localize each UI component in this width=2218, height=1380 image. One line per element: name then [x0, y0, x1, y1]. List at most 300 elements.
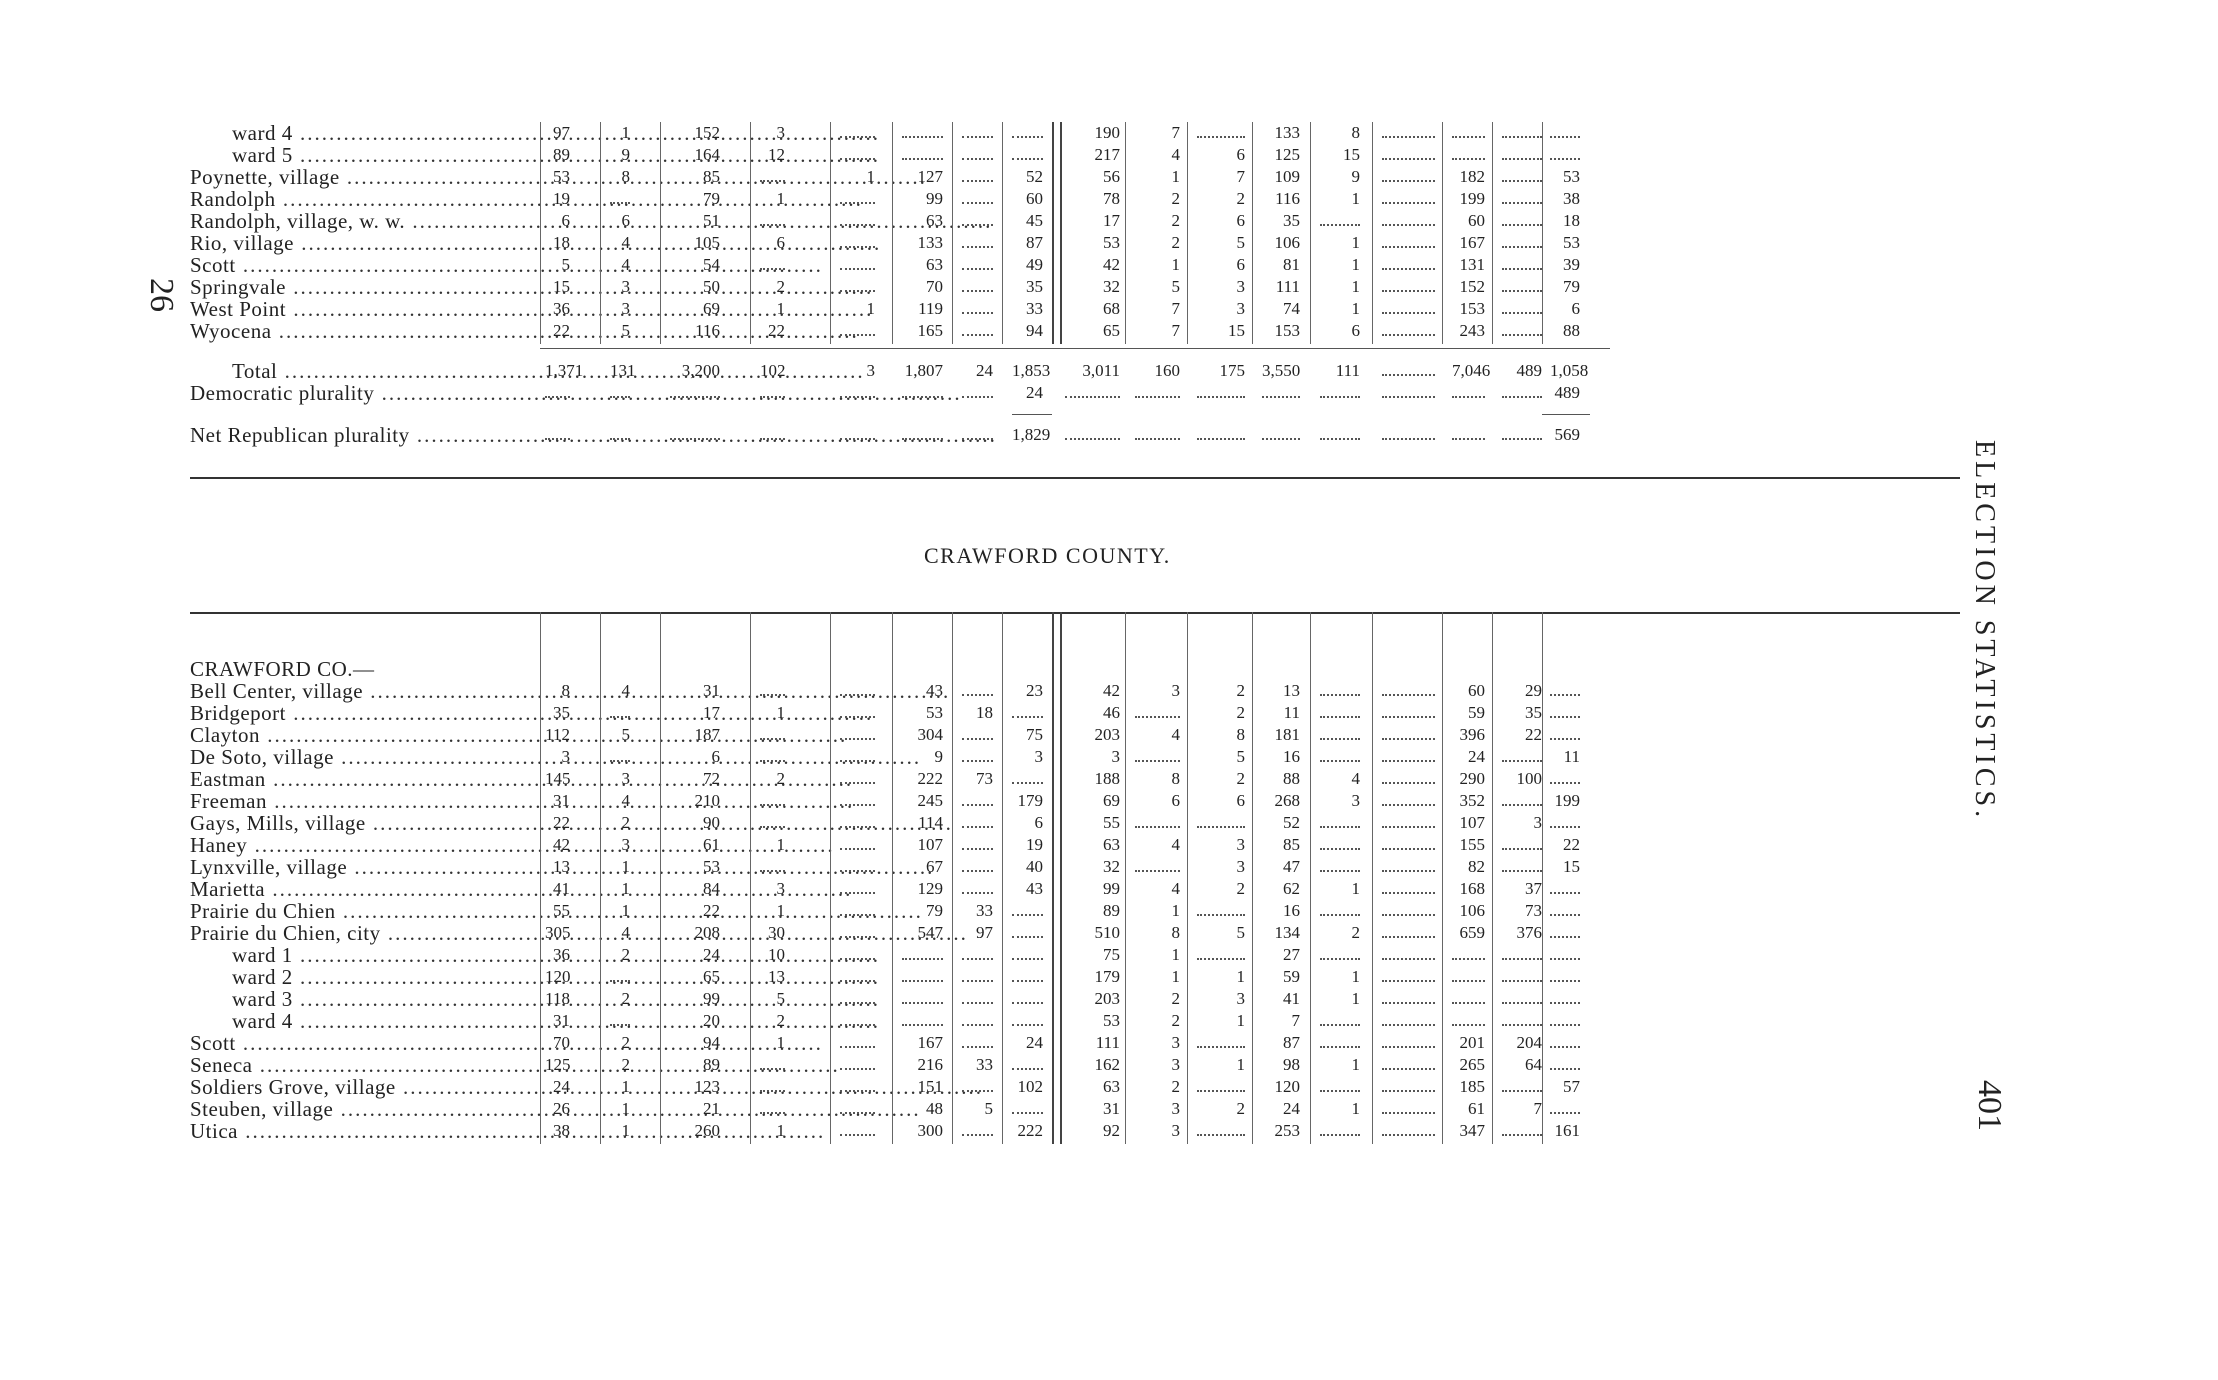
table-cell — [840, 988, 875, 1004]
table-cell — [840, 320, 875, 336]
table-cell — [1550, 922, 1580, 938]
table-cell — [1135, 856, 1180, 872]
row-label: Net Republican plurality ..... — [190, 424, 540, 446]
table-cell: 9 — [1351, 167, 1360, 186]
table-cell: 12 — [768, 145, 785, 164]
table-cell — [840, 724, 875, 740]
table-cell: 7 — [1236, 167, 1245, 186]
table-cell — [902, 382, 943, 398]
table-cell — [1452, 988, 1485, 1004]
table-cell: 75 — [1103, 945, 1120, 964]
table-cell — [962, 424, 993, 440]
table-cell — [1502, 188, 1542, 204]
table-cell: 24 — [976, 361, 993, 380]
table-cell: 7 — [1171, 321, 1180, 340]
table-cell — [1135, 702, 1180, 718]
table-cell: 4 — [1171, 835, 1180, 854]
table-cell: 134 — [1274, 923, 1300, 942]
table-cell: 9 — [621, 145, 630, 164]
table-row — [190, 166, 1610, 188]
table-cell: 52 — [1283, 813, 1300, 832]
table-cell: 245 — [917, 791, 943, 810]
table-cell: 112 — [545, 725, 570, 744]
table-cell — [1550, 768, 1580, 784]
plurality-rule — [1012, 414, 1052, 415]
column-rule — [952, 612, 953, 1144]
table-cell: 20 — [703, 1011, 720, 1030]
table-cell: 22 — [768, 321, 785, 340]
table-cell — [760, 856, 785, 872]
column-rule — [1310, 122, 1311, 344]
column-rule — [1002, 612, 1003, 1144]
table-cell — [1382, 1054, 1435, 1070]
table-cell — [1382, 724, 1435, 740]
table-top-rule — [190, 612, 1960, 614]
table-cell — [962, 122, 993, 138]
column-rule — [600, 122, 601, 344]
table-cell — [840, 702, 875, 718]
table-row — [190, 1010, 1610, 1032]
table-cell — [962, 276, 993, 292]
table-cell: 1 — [1351, 989, 1360, 1008]
row-label: ward 4 ..... — [190, 122, 582, 144]
table-cell: 5 — [1236, 923, 1245, 942]
table-cell: 1 — [1351, 255, 1360, 274]
table-cell: 72 — [703, 769, 720, 788]
column-rule — [1252, 612, 1253, 1144]
table-cell: 63 — [926, 211, 943, 230]
table-cell: 5 — [776, 989, 785, 1008]
table-cell: 2 — [1171, 189, 1180, 208]
table-cell: 33 — [1026, 299, 1043, 318]
table-cell: 179 — [1017, 791, 1043, 810]
table-cell — [902, 966, 943, 982]
table-cell — [1452, 382, 1485, 398]
table-cell: 1,853 — [1012, 361, 1051, 380]
table-cell: 65 — [1103, 321, 1120, 340]
table-cell: 6 — [1351, 321, 1360, 340]
table-cell — [1452, 144, 1485, 160]
table-cell — [1382, 298, 1435, 314]
column-rule — [1187, 122, 1188, 344]
table-cell: 125 — [545, 1055, 571, 1074]
table-cell — [1197, 900, 1245, 916]
table-cell — [1502, 320, 1542, 336]
table-cell: 5 — [621, 725, 630, 744]
table-cell: 36 — [553, 299, 570, 318]
side-heading: ELECTION STATISTICS. — [1969, 440, 2000, 822]
table-row — [190, 790, 1610, 812]
column-rule — [1442, 612, 1443, 1144]
table-cell: 116 — [695, 321, 720, 340]
table-cell — [962, 1120, 993, 1136]
table-cell: 1 — [776, 703, 785, 722]
table-row — [190, 1054, 1610, 1076]
table-cell — [902, 144, 943, 160]
row-label: Democratic plurality ..... — [190, 382, 540, 404]
table-row — [190, 922, 1610, 944]
table-cell: 1 — [1351, 299, 1360, 318]
table-cell — [962, 298, 993, 314]
table-cell: 2 — [1236, 879, 1245, 898]
table-cell — [1320, 1032, 1360, 1048]
table-cell: 2 — [1236, 681, 1245, 700]
table-cell — [1320, 382, 1360, 398]
table-cell: 489 — [1516, 361, 1542, 380]
table-cell: 24 — [1026, 383, 1043, 402]
table-cell — [1320, 424, 1360, 440]
table-cell: 1,807 — [904, 361, 943, 380]
row-label: ward 4 ..... — [190, 1010, 582, 1032]
table-cell — [1502, 382, 1542, 398]
table-cell: 97 — [553, 123, 570, 142]
column-rule — [892, 612, 893, 1144]
table-cell: 3 — [1351, 791, 1360, 810]
table-cell: 13 — [553, 857, 570, 876]
table-cell — [1550, 1098, 1580, 1114]
table-cell: 3 — [776, 879, 785, 898]
table-cell: 15 — [553, 277, 570, 296]
table-cell: 63 — [926, 255, 943, 274]
table-cell — [670, 424, 720, 440]
table-cell: 2 — [1171, 233, 1180, 252]
table-cell — [1382, 360, 1435, 376]
table-cell: 8 — [561, 681, 570, 700]
table-cell: 3 — [621, 835, 630, 854]
table-cell: 118 — [545, 989, 570, 1008]
table-cell: 31 — [1103, 1099, 1120, 1118]
table-cell — [1550, 724, 1580, 740]
table-cell — [1382, 702, 1435, 718]
table-cell — [1382, 1076, 1435, 1092]
table-cell — [840, 1076, 875, 1092]
table-cell: 243 — [1459, 321, 1485, 340]
table-cell: 3 — [1171, 1099, 1180, 1118]
table-cell: 24 — [1283, 1099, 1300, 1118]
table-cell — [840, 1010, 875, 1026]
table-cell: 32 — [1103, 277, 1120, 296]
table-cell — [1135, 746, 1180, 762]
table-row — [190, 988, 1610, 1010]
table-cell: 547 — [917, 923, 943, 942]
table-cell: 3 — [866, 361, 875, 380]
table-cell: 164 — [694, 145, 720, 164]
table-cell: 1 — [1351, 1099, 1360, 1118]
table-cell: 99 — [1103, 879, 1120, 898]
right-page-number: 401 — [1971, 1080, 2008, 1131]
table-cell: 182 — [1459, 167, 1485, 186]
table-cell: 31 — [553, 791, 570, 810]
table-cell — [1550, 680, 1580, 696]
table-cell: 7 — [1533, 1099, 1542, 1118]
table-cell — [962, 790, 993, 806]
table-cell — [545, 424, 570, 440]
table-cell: 11 — [1283, 703, 1300, 722]
table-cell — [1382, 188, 1435, 204]
table-cell — [610, 382, 630, 398]
table-row — [190, 746, 1610, 768]
table-cell — [1382, 966, 1435, 982]
column-rule — [1372, 122, 1373, 344]
table-cell: 304 — [917, 725, 943, 744]
table-cell: 3 — [1171, 1121, 1180, 1140]
table-cell — [1320, 1120, 1360, 1136]
table-cell: 79 — [1563, 277, 1580, 296]
table-cell — [1320, 834, 1360, 850]
table-cell — [1382, 254, 1435, 270]
table-cell: 5 — [561, 255, 570, 274]
table-cell: 79 — [926, 901, 943, 920]
table-cell: 87 — [1026, 233, 1043, 252]
table-cell: 13 — [768, 967, 785, 986]
table-cell — [1382, 790, 1435, 806]
table-cell: 100 — [1516, 769, 1542, 788]
table-cell: 6 — [561, 211, 570, 230]
column-rule — [1060, 612, 1062, 1144]
table-cell: 3 — [1034, 747, 1043, 766]
table-cell: 68 — [1103, 299, 1120, 318]
table-cell — [1012, 702, 1043, 718]
table-cell — [1382, 680, 1435, 696]
table-cell: 6 — [776, 233, 785, 252]
plurality-row — [190, 382, 1610, 404]
table-cell: 26 — [553, 1099, 570, 1118]
table-cell: 13 — [1283, 681, 1300, 700]
table-cell: 2 — [621, 1055, 630, 1074]
table-cell: 8 — [1236, 725, 1245, 744]
table-cell — [840, 922, 875, 938]
table-cell: 1 — [621, 1077, 630, 1096]
table-cell: 2 — [1351, 923, 1360, 942]
table-row — [190, 724, 1610, 746]
table-cell — [1382, 1032, 1435, 1048]
table-cell: 35 — [1026, 277, 1043, 296]
table-cell: 82 — [1468, 857, 1485, 876]
table-cell — [840, 768, 875, 784]
table-cell: 5 — [1236, 747, 1245, 766]
table-cell: 22 — [1563, 835, 1580, 854]
table-cell — [1320, 900, 1360, 916]
table-cell: 2 — [621, 813, 630, 832]
table-cell: 98 — [1283, 1055, 1300, 1074]
table-cell: 56 — [1103, 167, 1120, 186]
table-cell: 55 — [1103, 813, 1120, 832]
table-cell — [1320, 680, 1360, 696]
table-cell: 92 — [1103, 1121, 1120, 1140]
row-label: Scott ..... — [190, 254, 540, 276]
table-cell: 151 — [917, 1077, 943, 1096]
table-cell: 3 — [1111, 747, 1120, 766]
table-cell: 123 — [694, 1077, 720, 1096]
table-cell — [1012, 1098, 1043, 1114]
table-cell — [1382, 424, 1435, 440]
table-cell: 11 — [1563, 747, 1580, 766]
column-rule — [952, 122, 953, 344]
table-cell: 167 — [917, 1033, 943, 1052]
table-row — [190, 1098, 1610, 1120]
table-cell — [1550, 122, 1580, 138]
table-cell: 73 — [976, 769, 993, 788]
table-cell — [1502, 834, 1542, 850]
table-cell: 89 — [703, 1055, 720, 1074]
table-cell: 3 — [776, 123, 785, 142]
table-cell: 6 — [1236, 255, 1245, 274]
table-cell — [1065, 382, 1120, 398]
table-cell: 120 — [1274, 1077, 1300, 1096]
table-cell — [962, 812, 993, 828]
table-cell: 53 — [1103, 233, 1120, 252]
table-cell — [1065, 424, 1120, 440]
table-cell: 31 — [553, 1011, 570, 1030]
table-cell: 51 — [703, 211, 720, 230]
table-cell — [760, 424, 785, 440]
table-cell: 70 — [553, 1033, 570, 1052]
row-label: Clayton ..... — [190, 724, 540, 746]
table-cell: 42 — [1103, 681, 1120, 700]
table-cell — [962, 166, 993, 182]
table-cell: 8 — [621, 167, 630, 186]
table-cell: 33 — [976, 901, 993, 920]
table-cell: 2 — [1171, 1011, 1180, 1030]
table-row — [190, 188, 1610, 210]
table-cell — [962, 232, 993, 248]
table-cell — [1012, 922, 1043, 938]
table-cell: 90 — [703, 813, 720, 832]
table-cell — [1550, 144, 1580, 160]
row-label: Total ..... — [190, 360, 582, 382]
table-cell: 89 — [1103, 901, 1120, 920]
table-cell: 4 — [621, 255, 630, 274]
table-cell: 37 — [1525, 879, 1542, 898]
table-cell: 199 — [1554, 791, 1580, 810]
table-cell — [1502, 122, 1542, 138]
table-cell: 290 — [1459, 769, 1485, 788]
table-cell — [1452, 966, 1485, 982]
row-label: ward 5 ..... — [190, 144, 582, 166]
table-cell — [962, 834, 993, 850]
table-cell: 59 — [1468, 703, 1485, 722]
table-row — [190, 298, 1610, 320]
table-cell — [840, 1054, 875, 1070]
table-cell — [840, 276, 875, 292]
table-cell — [840, 188, 875, 204]
table-cell: 94 — [703, 1033, 720, 1052]
table-cell: 510 — [1094, 923, 1120, 942]
table-cell: 81 — [1283, 255, 1300, 274]
table-cell: 152 — [1459, 277, 1485, 296]
table-cell — [1502, 254, 1542, 270]
table-cell: 5 — [1236, 233, 1245, 252]
table-cell — [1452, 424, 1485, 440]
table-cell — [962, 188, 993, 204]
table-cell: 5 — [621, 321, 630, 340]
table-cell: 42 — [1103, 255, 1120, 274]
table-cell: 181 — [1274, 725, 1300, 744]
table-cell — [1550, 812, 1580, 828]
table-cell: 63 — [1103, 835, 1120, 854]
table-cell: 3 — [1236, 857, 1245, 876]
table-cell: 111 — [1335, 361, 1360, 380]
table-cell — [610, 746, 630, 762]
table-cell: 208 — [694, 923, 720, 942]
table-cell — [1197, 122, 1245, 138]
row-label: Haney ..... — [190, 834, 540, 856]
table-cell: 260 — [694, 1121, 720, 1140]
table-cell: 61 — [1468, 1099, 1485, 1118]
row-label: Springvale ..... — [190, 276, 540, 298]
table-cell: 10 — [768, 945, 785, 964]
table-cell — [1382, 144, 1435, 160]
table-cell: 187 — [694, 725, 720, 744]
table-cell: 15 — [1563, 857, 1580, 876]
table-cell: 45 — [1026, 211, 1043, 230]
table-cell: 160 — [1154, 361, 1180, 380]
table-cell — [840, 122, 875, 138]
table-cell — [610, 424, 630, 440]
table-cell: 17 — [1103, 211, 1120, 230]
table-cell — [1382, 944, 1435, 960]
table-cell: 69 — [1103, 791, 1120, 810]
table-cell: 1 — [776, 835, 785, 854]
table-cell: 73 — [1525, 901, 1542, 920]
table-cell: 33 — [976, 1055, 993, 1074]
table-cell: 1 — [621, 1099, 630, 1118]
table-cell: 3 — [1171, 1033, 1180, 1052]
table-cell: 167 — [1459, 233, 1485, 252]
table-cell: 114 — [918, 813, 943, 832]
table-cell: 152 — [694, 123, 720, 142]
table-cell — [760, 680, 785, 696]
table-cell: 5 — [1171, 277, 1180, 296]
table-cell: 216 — [917, 1055, 943, 1074]
row-label: De Soto, village ..... — [190, 746, 540, 768]
table-cell: 24 — [1468, 747, 1485, 766]
column-rule — [750, 122, 751, 344]
table-cell — [670, 382, 720, 398]
table-cell: 1 — [1351, 1055, 1360, 1074]
table-cell: 46 — [1103, 703, 1120, 722]
table-cell — [1502, 144, 1542, 160]
table-cell — [840, 812, 875, 828]
table-cell: 659 — [1459, 923, 1485, 942]
table-cell — [962, 1010, 993, 1026]
table-row — [190, 966, 1610, 988]
table-cell: 1 — [1351, 189, 1360, 208]
table-cell — [1012, 988, 1043, 1004]
table-cell — [1502, 298, 1542, 314]
table-cell: 161 — [1554, 1121, 1580, 1140]
table-cell: 70 — [926, 277, 943, 296]
table-row — [190, 254, 1610, 276]
table-cell — [1012, 944, 1043, 960]
table-cell — [610, 702, 630, 718]
column-rule — [540, 612, 541, 1144]
table-cell: 203 — [1094, 725, 1120, 744]
table-row — [190, 122, 1610, 144]
table-cell: 1 — [1171, 967, 1180, 986]
table-row — [190, 812, 1610, 834]
column-rule — [1542, 612, 1543, 1144]
table-cell: 106 — [1274, 233, 1300, 252]
table-cell: 41 — [553, 879, 570, 898]
table-cell: 15 — [1228, 321, 1245, 340]
table-cell: 1 — [621, 901, 630, 920]
column-rule — [1060, 122, 1062, 344]
table-cell — [840, 746, 875, 762]
table-cell — [760, 1076, 785, 1092]
table-cell: 18 — [1563, 211, 1580, 230]
table-cell: 67 — [926, 857, 943, 876]
